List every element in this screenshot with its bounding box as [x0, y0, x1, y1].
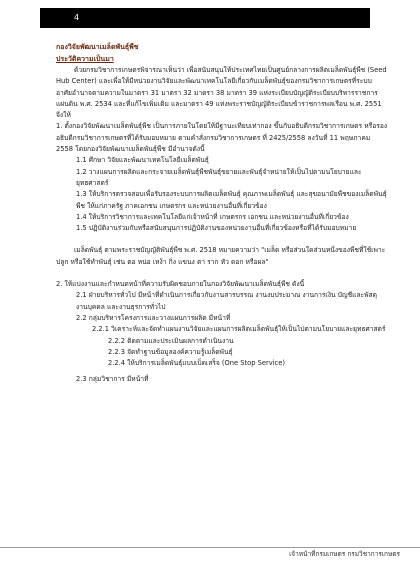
seed-definition: เมล็ดพันธุ์ ตามพระราชบัญญัติพันธุ์พืช พ.ศ. 2518 หมายความว่า "เมล็ด หรือส่วนใดส่วนหนึ่งของพืชที่ใช้เพาะปลูก หรือใช้ทำพันธุ์ เช่น ตอ หน่อ เหง้า กิ่ง แขนง ตา ราก หัว ดอก หรือผล" [56, 246, 386, 266]
document-body [56, 42, 388, 386]
item-2-2-3: 2.2.3 จัดทำฐานข้อมูลองค์ความรู้เมล็ดพันธุ์ [108, 347, 233, 356]
item-1-2: 1.2 วางแผนการผลิตและกระจายเมล็ดพันธุ์พืชพันธุ์ขยายและพันธุ์จำหน่ายให้เป็นไปตามนโยบายและยุทธศาสตร์ [76, 167, 362, 187]
item-2-2-2: 2.2.2 ติดตามและประเมินผลการดำเนินงาน [108, 336, 234, 345]
item-1-4: 1.4 ให้บริการวิชาการและเทคโนโลยีแก่เจ้าหน้าที่ เกษตรกร เอกชน และหน่วยงานอื่นที่เกี่ยวข้อง [76, 212, 349, 221]
item-2-1: 2.1 ฝ่ายบริหารทั่วไป มีหน้าที่ดำเนินการเกี่ยวกับงานสารบรรณ งานงบประมาณ งานการเงิน บัญชีและพัสดุ งานบุคคล และงานธุรการทั่วไป [76, 291, 377, 311]
item-1-5: 1.5 ปฏิบัติงานร่วมกับหรือสนับสนุนการปฏิบัติงานของหน่วยงานอื่นที่เกี่ยวข้องหรือที่ได้รับมอบหมาย [76, 224, 357, 233]
history-heading: ประวัติความเป็นมา [56, 55, 114, 63]
item-2: 2. ให้แบ่งงานและกำหนดหน้าที่ความรับผิดชอบภายในกองวิจัยพัฒนาเมล็ดพันธุ์พืช ดังนี้ [56, 280, 305, 289]
item-2-2-1: 2.2.1 วิเคราะห์และจัดทำแผนงานวิจัยและแผนการผลิตเมล็ดพันธุ์ให้เป็นไปตามนโยบายและยุทธศาสตร์ [92, 325, 386, 334]
page-footer [0, 547, 420, 561]
item-1: 1. ตั้งกองวิจัยพัฒนาเมล็ดพันธุ์พืช เป็นการภายในโดยให้มีฐานะเทียบเท่ากอง ขึ้นกับอธิบดีกรมวิชาการเกษตร หรือรองอธิบดีกรมวิชาการเกษตรที่ได้รับมอบหมาย ตามคำสั่งกรมวิชาการเกษตร ที่ 2425/2558 ลงวันที่ 11 พฤษภาคม 2558 โดยกองวิจัยพัฒนาเมล็ดพันธุ์พืช มีอำนาจดังนี้ [56, 122, 388, 154]
item-2-3: 2.3 กลุ่มวิชาการ มีหน้าที่ [76, 375, 149, 384]
item-2-2-4: 2.2.4 ให้บริการเมล็ดพันธุ์แบบเบ็ดเสร็จ (One Stop Service) [108, 359, 285, 368]
item-1-3: 1.3 ให้บริการตรวจสอบเพื่อรับรองระบบการผลิตเมล็ดพันธุ์ คุณภาพเมล็ดพันธุ์ และสุขอนามัยพืชของเมล็ดพันธุ์พืช ให้แก่ภาครัฐ ภาคเอกชน เกษตรกร และหน่วยงานอื่นที่เกี่ยวข้อง [76, 190, 387, 210]
page-number-bar [40, 8, 370, 28]
page-number: 4 [74, 13, 80, 22]
document-title: กองวิจัยพัฒนาเมล็ดพันธุ์พืช [56, 43, 139, 51]
item-2-2: 2.2 กลุ่มบริหารโครงการและวางแผนการผลิต มีหน้าที่ [76, 313, 231, 322]
intro-paragraph: ด้วยกรมวิชาการเกษตรพิจารณาเห็นว่า เพื่อสนับสนุนให้ประเทศไทยเป็นศูนย์กลางการผลิตเมล็ดพันธุ์พืช (Seed Hub Center) และเพื่อให้มีหน่วยงานวิจัยและพัฒนาเทคโนโลยีเกี่ยวกับเมล็ดพันธุ์ของกรมวิชาการเกษตรที่ระบบ อาศัยอำนาจตามความในมาตรา 31 มาตรา 32 มาตรา 38 มาตรา 39 แห่งระเบียบบัญญัติระเบียบบริหารราชการแผ่นดิน พ.ศ. 2534 และที่แก้ไขเพิ่มเติม และมาตรา 49 แห่งพระราชบัญญัติระเบียบข้าราชการพลเรือน พ.ศ. 2551 จึงให้ [56, 66, 387, 120]
footer-text: เจ้าหน้าที่กรมเกษตร กรมวิชาการเกษตร [289, 550, 400, 558]
item-1-1: 1.1 ศึกษา วิจัยและพัฒนาเทคโนโลยีเมล็ดพันธุ์ [76, 156, 209, 165]
